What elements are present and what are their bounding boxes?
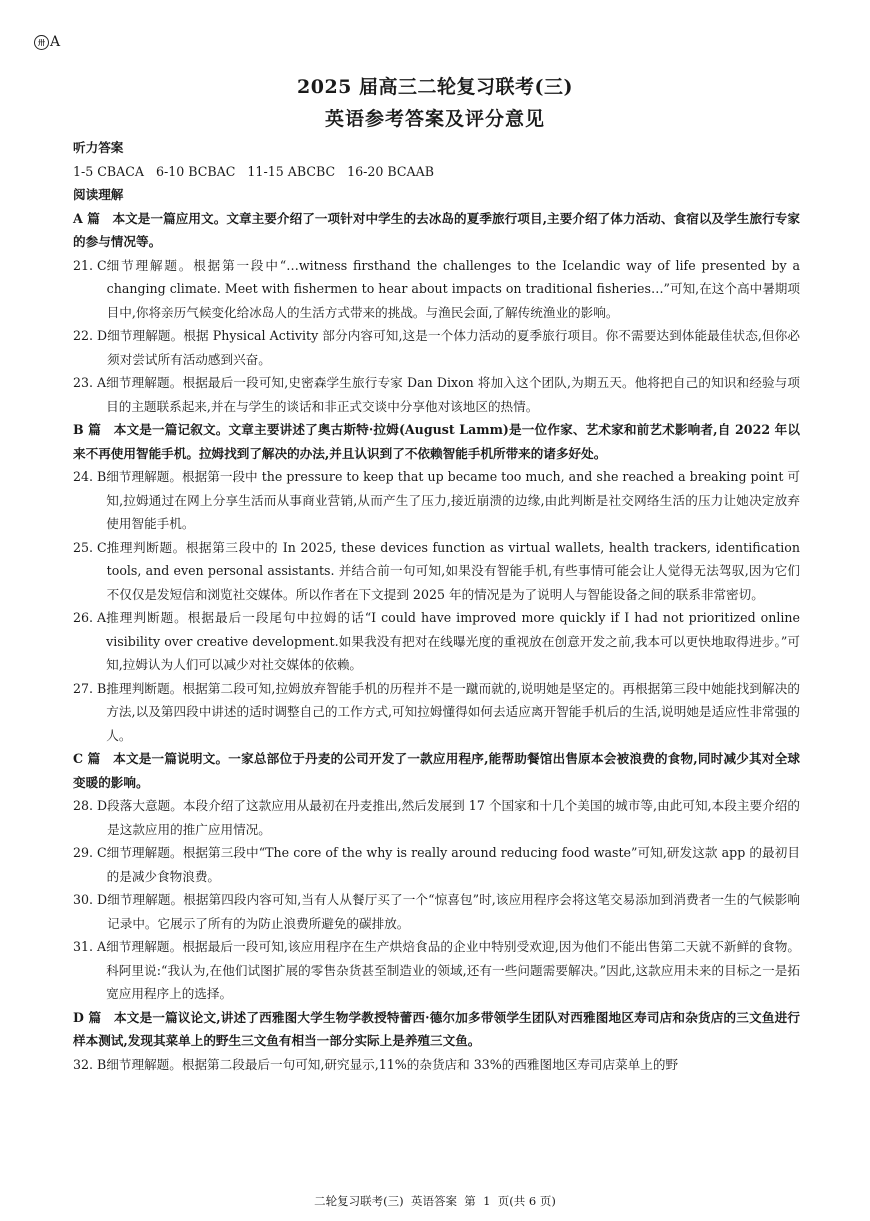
page-title: 2025 届高三二轮复习联考(三): [297, 76, 573, 98]
answer-number: 28. D: [73, 798, 108, 813]
listening-answers: 1-5 CBACA 6-10 BCBAC 11-15 ABCBC 16-20 BCAAB: [73, 163, 434, 179]
answer-item: [73, 935, 800, 1006]
document-body: [73, 136, 800, 1076]
section-a-intro: A 篇 本文是一篇应用文。文章主要介绍了一项针对中学生的去冰岛的夏季旅行项目,主要介绍了体力活动、食宿以及学生旅行专家的参与情况等。: [73, 210, 800, 249]
answer-number: 31. A: [73, 939, 107, 954]
answer-number: 27. B: [73, 680, 107, 696]
answer-number: 21. C: [73, 257, 107, 273]
corner-label: A: [50, 34, 61, 50]
answer-explanation: 段落大意题。本段介绍了这款应用从最初在丹麦推出,然后发展到 17 个国家和十几个美国的城市等,由此可知,本段主要介绍的是这款应用的推广应用情况。: [107, 798, 800, 837]
answer-number: 32. B: [73, 1056, 107, 1072]
answer-number: 25. C: [73, 539, 107, 555]
answer-number: 30. D: [73, 892, 108, 907]
answer-explanation: 细节理解题。根据 Physical Activity 部分内容可知,这是一个体力活动的夏季旅行项目。你不需要达到体能最佳状态,但你必须对尝试所有活动感到兴奋。: [107, 328, 800, 367]
corner-mark-label: [34, 34, 60, 50]
answer-explanation: 推理判断题。根据第三段中的 In 2025, these devices function as virtual wallets, health trackers, identification tools, and even personal assistants. 并结合前一句可知,如果没有智能手机,有些事情可能会让人觉得无法驾驭,因为它们不仅仅是发短信和浏览社交媒体。所以作者在下文提到 2025 年的情况是为了说明人与智能设备之间的联系非常密切。: [106, 539, 800, 602]
answer-item: [73, 536, 800, 607]
section-d-intro: D 篇 本文是一篇议论文,讲述了西雅图大学生物学教授特蕾西·德尔加多带领学生团队对西雅图地区寿司店和杂货店的三文鱼进行样本测试,发现其菜单上的野生三文鱼有相当一部分实际上是养殖三文鱼。: [73, 1009, 800, 1048]
answer-explanation: 细节理解题。根据最后一段可知,史密森学生旅行专家 Dan Dixon 将加入这个团队,为期五天。他将把自己的知识和经验与项目的主题联系起来,并在与学生的谈话和非正式交谈中分享他对该地区的热情。: [106, 375, 800, 414]
section-b-intro: B 篇 本文是一篇记叙文。文章主要讲述了奥古斯特·拉姆(August Lamm)是一位作家、艺术家和前艺术影响者,自 2022 年以来不再使用智能手机。拉姆找到了解决的办法,并且认识到了不依赖智能手机所带来的诸多好处。: [73, 422, 800, 461]
answer-explanation: 细节理解题。根据第一段中 the pressure to keep that up became too much, and she reached a breaking point 可知,拉姆通过在网上分享生活而从事商业营销,从而产生了压力,接近崩溃的边缘,由此判断是社交网络生活的压力让她决定放弃使用智能手机。: [106, 469, 800, 531]
answer-explanation: 推理判断题。根据第二段可知,拉姆放弃智能手机的历程并不是一蹴而就的,说明她是坚定的。再根据第三段中她能找到解决的方法,以及第四段中讲述的适时调整自己的工作方式,可知拉姆懂得如何去适应离开智能手机后的生活,说明她是适应性非常强的人。: [106, 680, 800, 743]
section-c-intro: C 篇 本文是一篇说明文。一家总部位于丹麦的公司开发了一款应用程序,能帮助餐馆出售原本会被浪费的食物,同时减少其对全球变暖的影响。: [73, 751, 800, 790]
answer-number: 23. A: [73, 375, 107, 390]
reading-heading: 阅读理解: [73, 187, 124, 202]
answer-item: [73, 1053, 800, 1077]
answer-explanation: 细节理解题。根据第二段最后一句可知,研究显示,11%的杂货店和 33%的西雅图地区寿司店菜单上的野: [106, 1056, 679, 1072]
answer-item: [73, 841, 800, 888]
answer-explanation: 推理判断题。根据最后一段尾句中拉姆的话“I could have improved more quickly if I had not prioritized online visibility over creative development.如果我没有把对在线曝光度的重视放在创意开发之前,我本可以更快地取得进步。”可知,拉姆认为人们可以减少对社交媒体的依赖。: [106, 610, 800, 672]
answer-item: [73, 254, 800, 325]
page-footer: 二轮复习联考(三) 英语答案 第 1 页(共 6 页): [314, 1194, 556, 1208]
page-subtitle: 英语参考答案及评分意见: [324, 108, 545, 130]
answer-item: [73, 465, 800, 536]
answer-explanation: 细节理解题。根据第三段中“The core of the why is really around reducing food waste”可知,研发这款 app 的最初目的是减少食物浪费。: [106, 845, 800, 884]
answer-number: 24. B: [73, 469, 107, 484]
answer-item: [73, 606, 800, 677]
answer-number: 29. C: [73, 845, 107, 860]
answer-number: 22. D: [73, 328, 108, 343]
answer-item: [73, 324, 800, 371]
answer-item: [73, 677, 800, 748]
answer-number: 26. A: [73, 610, 107, 625]
answer-explanation: 细节理解题。根据第一段中“…witness firsthand the challenges to the Icelandic way of life presented by a changing climate. Meet with fishermen to hear about impacts on traditional fisheries…”可知,在这个高中暑期项目中,你将亲历气候变化给冰岛人的生活方式带来的挑战。与渔民会面,了解传统渔业的影响。: [106, 257, 800, 320]
listening-heading: 听力答案: [73, 140, 124, 155]
answer-item: [73, 371, 800, 418]
answer-explanation: 细节理解题。根据第四段内容可知,当有人从餐厅买了一个“惊喜包”时,该应用程序会将这笔交易添加到消费者一生的气候影响记录中。它展示了所有的为防止浪费所避免的碳排放。: [107, 892, 800, 931]
answer-explanation: 细节理解题。根据最后一段可知,该应用程序在生产烘焙食品的企业中特别受欢迎,因为他们不能出售第二天就不新鲜的食物。科阿里说:“我认为,在他们试图扩展的零售杂货甚至制造业的领域,还有一些问题需要解决。”因此,这款应用未来的目标之一是拓宽应用程序上的选择。: [106, 939, 800, 1001]
seal-icon: 卅: [34, 35, 49, 50]
answer-item: [73, 888, 800, 935]
answer-item: [73, 794, 800, 841]
